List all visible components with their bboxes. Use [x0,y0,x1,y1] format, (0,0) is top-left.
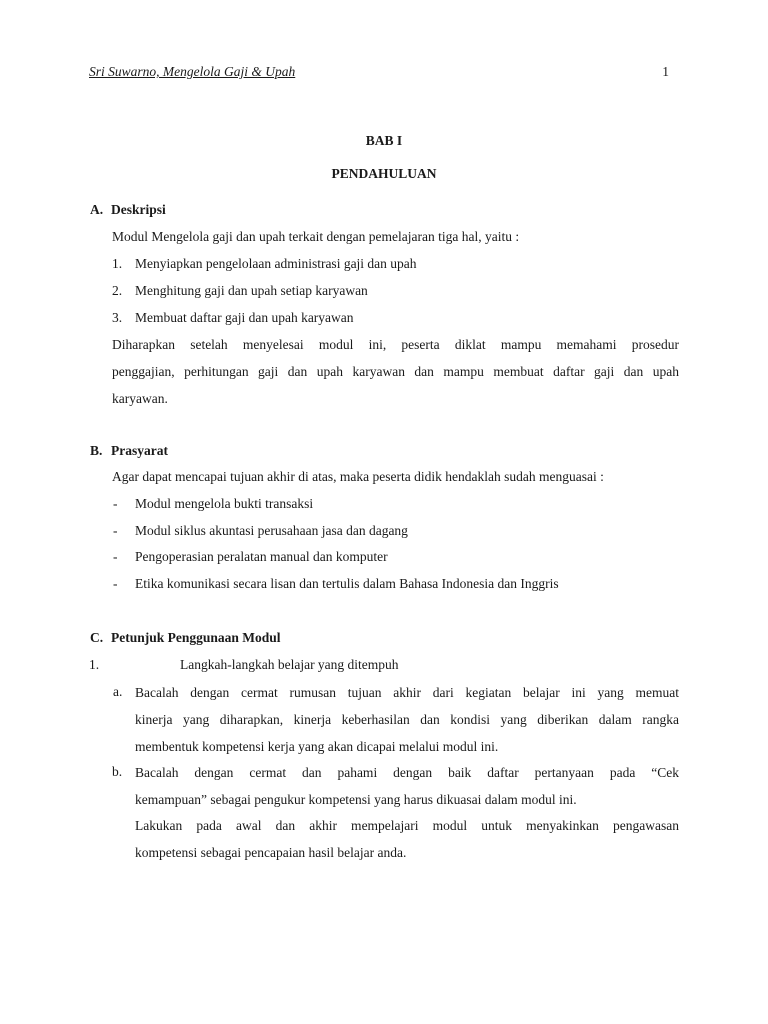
list-item-number: 3. [112,310,123,325]
paragraph-line: membentuk kompetensi kerja yang akan dicapai melalui modul ini. [135,739,499,754]
section-c-letter: C. [90,630,104,645]
bullet-item-text: Etika komunikasi secara lisan dan tertulis dalam Bahasa Indonesia dan Inggris [135,576,559,591]
paragraph-line: Bacalah dengan cermat dan pahami dengan baik daftar pertanyaan pada “Cek [135,765,679,780]
list-item-number: 1. [112,256,123,271]
list-item-number: 2. [112,283,123,298]
section-a-intro: Modul Mengelola gaji dan upah terkait dengan pemelajaran tiga hal, yaitu : [112,229,520,244]
paragraph-line: Bacalah dengan cermat rumusan tujuan akhir dari kegiatan belajar ini yang memuat [135,685,679,700]
section-c-heading: Petunjuk Penggunaan Modul [111,630,281,645]
bullet-item-text: Modul mengelola bukti transaksi [135,496,314,511]
section-a-paragraph [112,331,679,412]
paragraph-line: Lakukan pada awal dan akhir mempelajari modul untuk menyakinkan pengawasan [135,818,679,833]
sub-item-b-followup [135,812,679,866]
section-a-heading: Deskripsi [111,202,166,217]
section-b-letter: B. [90,443,103,458]
list-item-text: Membuat daftar gaji dan upah karyawan [135,310,354,325]
paragraph-line: kompetensi sebagai pencapaian hasil belajar anda. [135,845,407,860]
bullet-dash: - [113,523,118,538]
bullet-dash: - [113,496,118,511]
step-number: 1. [89,657,100,672]
chapter-title: PENDAHULUAN [331,166,437,181]
sub-item-letter: a. [113,684,123,699]
section-b-heading: Prasyarat [111,443,168,458]
paragraph-line: kemampuan” sebagai pengukur kompetensi yang harus dikuasai dalam modul ini. [135,792,577,807]
bullet-item-text: Modul siklus akuntasi perusahaan jasa dan dagang [135,523,408,538]
page-header [89,64,669,84]
header-title: Sri Suwarno, Mengelola Gaji & Upah [89,64,296,79]
sub-item-a-text [135,679,679,760]
paragraph-line: kinerja yang diharapkan, kinerja keberhasilan dan kondisi yang diberikan dalam rangka [135,712,679,727]
bullet-item-text: Pengoperasian peralatan manual dan komputer [135,549,388,564]
page-number: 1 [662,64,669,79]
sub-item-letter: b. [112,764,123,779]
list-item-text: Menyiapkan pengelolaan administrasi gaji dan upah [135,256,417,271]
step-title: Langkah-langkah belajar yang ditempuh [180,657,399,672]
sub-item-b-text [135,759,679,813]
paragraph-line: karyawan. [112,391,168,406]
chapter-label: BAB I [365,133,403,148]
bullet-dash: - [113,549,118,564]
paragraph-line: Diharapkan setelah menyelesai modul ini, peserta diklat mampu memahami prosedur [112,337,679,352]
section-b-intro: Agar dapat mencapai tujuan akhir di atas, maka peserta didik hendaklah sudah menguasai : [112,469,604,484]
bullet-dash: - [113,576,118,591]
section-a-letter: A. [90,202,104,217]
list-item-text: Menghitung gaji dan upah setiap karyawan [135,283,368,298]
paragraph-line: penggajian, perhitungan gaji dan upah karyawan dan mampu membuat daftar gaji dan upah [112,364,679,379]
